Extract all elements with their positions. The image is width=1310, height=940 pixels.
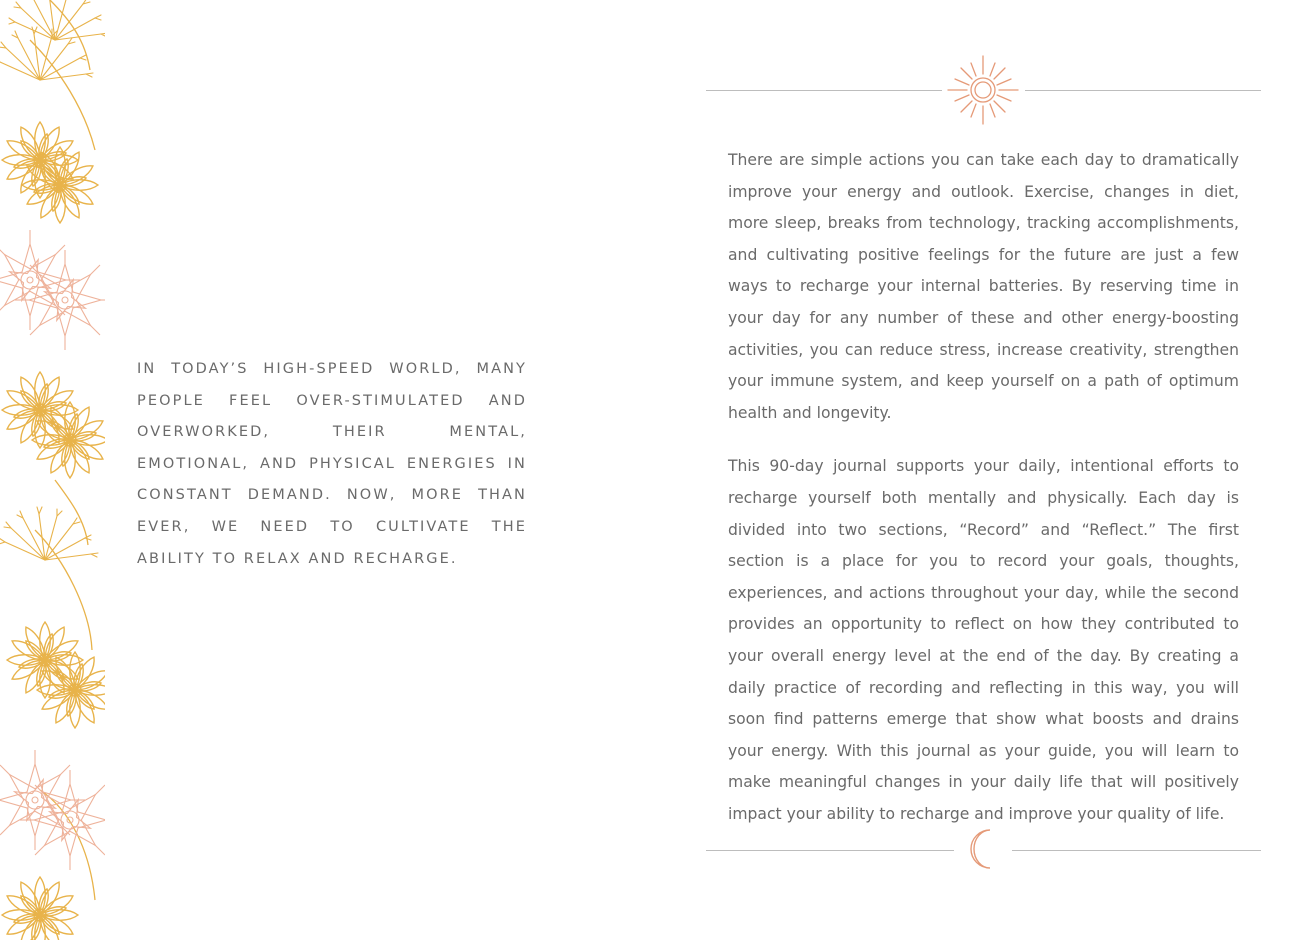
- top-rule-left: [706, 90, 942, 91]
- bottom-rule-left: [706, 850, 954, 851]
- crescent-moon-icon: [960, 826, 1006, 872]
- bottom-rule-right: [1012, 850, 1261, 851]
- body-paragraph-2: This 90-day journal supports your daily, intentional efforts to recharge yourself both mentally and physically. Each day is divided into two sections, “Record” and “Reflect.” The first section is a place for you to record your goals, thoughts, experiences, and actions throughout your day, while the second provides an opportunity to reflect on how they contributed to your overall energy level at the end of the day. By creating a daily practice of recording and reflecting in this way, you will soon find patterns emerge that show what boosts and drains your energy. With this journal as your guide, you will learn to make meaningful changes in your daily life that will positively impact your ability to recharge and improve your quality of life.: [728, 457, 1239, 823]
- sun-icon: [944, 54, 1022, 126]
- top-rule-right: [1025, 90, 1261, 91]
- intro-paragraph: IN TODAY’S HIGH-SPEED WORLD, MANY PEOPLE FEEL OVER-STIMULATED AND OVERWORKED, THEIR MENTAL, EMOTIONAL, AND PHYSICAL ENERGIES IN CONSTANT DEMAND. NOW, MORE THAN EVER, WE NEED TO CULTIVATE THE ABILITY TO RELAX AND RECHARGE.: [137, 361, 527, 567]
- body-paragraph-1: There are simple actions you can take each day to dramatically improve your energy and outlook. Exercise, changes in diet, more sleep, breaks from technology, tracking accomplishments, and cultivating positive feelings for the future are just a few ways to recharge your internal batteries. By reserving time in your day for any number of these and other energy-boosting activities, you can reduce stress, increase creativity, strengthen your immune system, and keep yourself on a path of optimum health and longevity.: [728, 151, 1239, 422]
- body-text: [728, 145, 1239, 830]
- floral-border-illustration: [0, 0, 105, 940]
